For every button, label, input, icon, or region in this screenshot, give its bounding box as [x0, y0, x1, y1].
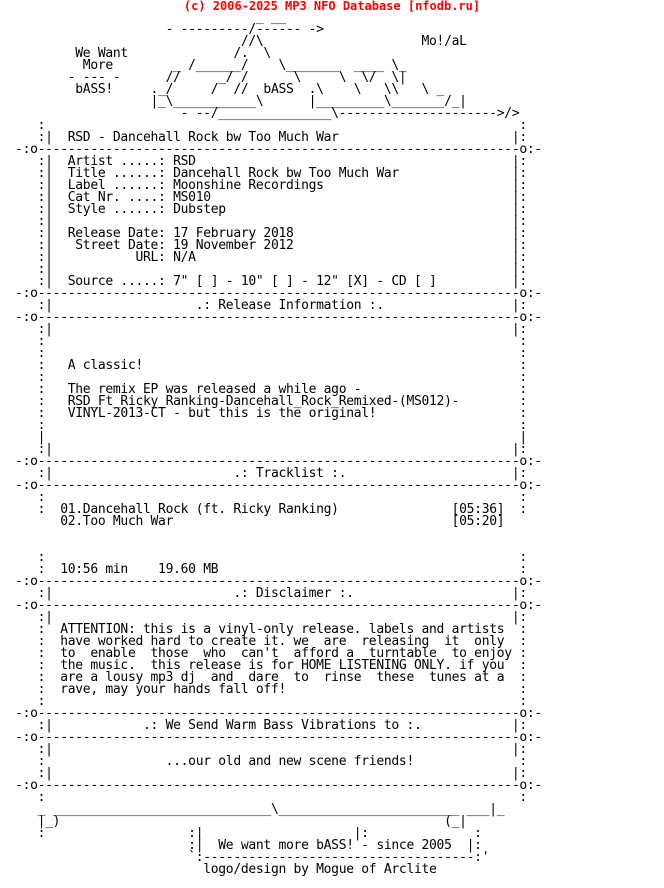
nfo-line: : are a lousy mp3 dj and dare to rinse these tunes at a :	[0, 670, 527, 685]
nfo-line: : :	[0, 370, 527, 385]
nfo-line: : ...our old and new scene friends! :	[0, 754, 527, 769]
nfo-line: :| .: Tracklist :. |:	[0, 466, 527, 481]
nfo-line: -:o----------------------------------------------------------------o:-	[0, 310, 542, 325]
nfo-line: |_\___________\ |_________\_______/_|	[0, 94, 467, 109]
nfo-line: :| .: Disclaimer :. |:	[0, 586, 527, 601]
nfo-line: -:o----------------------------------------------------------------o:-	[0, 730, 542, 745]
nfo-line: 02.Too Much War [05:20]	[0, 514, 505, 529]
nfo-line: : :	[0, 334, 527, 349]
nfo-line: -:o----------------------------------------------------------------o:-	[0, 778, 542, 793]
nfo-line: : :	[0, 790, 527, 805]
nfo-line: :| Street Date: 19 November 2012 |:	[0, 238, 527, 253]
nfo-line: :| Release Date: 17 February 2018 |:	[0, 226, 527, 241]
nfo-line: -:o----------------------------------------------------------------o:-	[0, 478, 542, 493]
nfo-line: More _ /______/ \_______ ____ \_	[0, 58, 407, 73]
nfo-line: : ATTENTION: this is a vinyl-only release. labels and artists :	[0, 622, 527, 637]
nfo-line: :| |:	[0, 262, 527, 277]
nfo-line: :| |:	[0, 322, 527, 337]
nfo-line: : The remix EP was released a while ago - :	[0, 382, 527, 397]
nfo-header: (c) 2006-2025 MP3 NFO Database [nfodb.ru]	[183, 0, 481, 13]
nfo-line: `:------------------------------------:'	[0, 850, 490, 865]
nfo-line: :| Label ......: Moonshine Recordings |:	[0, 178, 527, 193]
nfo-line: :| |:	[0, 442, 527, 457]
nfo-line: -:o----------------------------------------------------------------o:-	[0, 598, 542, 613]
nfo-line: -:o----------------------------------------------------------------o:-	[0, 142, 542, 157]
nfo-line: : have worked hard to create it. we are releasing it only :	[0, 634, 527, 649]
nfo-line: bASS! ._/ / // bASS .\ \ \\ \ _	[0, 82, 445, 97]
nfo-line: : :	[0, 118, 527, 133]
nfo-line: : the music. this release is for HOME LISTENING ONLY. if you :	[0, 658, 527, 673]
nfo-line: :| Title ......: Dancehall Rock bw Too Much War |:	[0, 166, 527, 181]
nfo-line: :| |:	[0, 742, 527, 757]
nfo-line: |_) (_|	[0, 814, 467, 829]
nfo-line: - ---------/------ ->	[0, 22, 324, 37]
nfo-line: : VINYL-2013-CT - but this is the original! :	[0, 406, 527, 421]
nfo-line: logo/design by Mogue of Arclite	[0, 862, 437, 877]
nfo-line: :| .: Release Information :. |:	[0, 298, 527, 313]
nfo-line: -:o----------------------------------------------------------------o:-	[0, 454, 542, 469]
nfo-line: :| We want more bASS! - since 2005 |:	[0, 838, 482, 853]
nfo-line: :| |:	[0, 610, 527, 625]
nfo-line: We Want /. \	[0, 46, 271, 61]
nfo-line: : :| |: :	[0, 826, 482, 841]
nfo-line: -:o----------------------------------------------------------------o:-	[0, 574, 542, 589]
nfo-line: :| |:	[0, 214, 527, 229]
nfo-line: : :	[0, 694, 527, 709]
nfo-line: : 10:56 min 19.60 MB :	[0, 562, 527, 577]
nfo-line: :| Source .....: 7" [ ] - 10" [ ] - 12" [X] - CD [ ] |:	[0, 274, 527, 289]
nfo-line: - --/_______________\--------------------->/>	[0, 106, 520, 121]
nfo-line: _ __	[0, 10, 287, 25]
nfo-line: : rave, may your hands fall off! :	[0, 682, 527, 697]
nfo-line: :| Cat Nr. ....: MS010 |:	[0, 190, 527, 205]
nfo-line: :| |:	[0, 766, 527, 781]
nfo-line: :| .: We Send Warm Bass Vibrations to :. |:	[0, 718, 527, 733]
nfo-line: //\ Mo!/aL	[0, 34, 467, 49]
nfo-line: _ _____________________________\________________________ ___|_	[0, 802, 505, 817]
nfo-line: : :	[0, 490, 527, 505]
nfo-line: :| URL: N/A |:	[0, 250, 527, 265]
nfo-line: - --- - // _/ / \ \ \/ \|	[0, 70, 407, 85]
nfo-line: : :	[0, 346, 527, 361]
nfo-line: : :	[0, 550, 527, 565]
nfo-line: : :	[0, 418, 527, 433]
nfo-line: | |	[0, 430, 527, 445]
nfo-line: : RSD_Ft_Ricky_Ranking-Dancehall_Rock_Remixed-(MS012)- :	[0, 394, 527, 409]
nfo-line	[0, 528, 542, 540]
nfo-line: :| Style ......: Dubstep |:	[0, 202, 527, 217]
nfo-line: :| RSD - Dancehall Rock bw Too Much War |:	[0, 130, 527, 145]
nfo-line: -:o----------------------------------------------------------------o:-	[0, 706, 542, 721]
nfo-line: :| Artist .....: RSD |:	[0, 154, 527, 169]
nfo-text	[0, 12, 542, 876]
nfo-line: -:o----------------------------------------------------------------o:-	[0, 286, 542, 301]
nfo-line: : to enable those who can't afford a turntable to enjoy :	[0, 646, 527, 661]
nfo-line: : 01.Dancehall Rock (ft. Ricky Ranking) [05:36] :	[0, 502, 527, 517]
nfo-line: : A classic! :	[0, 358, 527, 373]
